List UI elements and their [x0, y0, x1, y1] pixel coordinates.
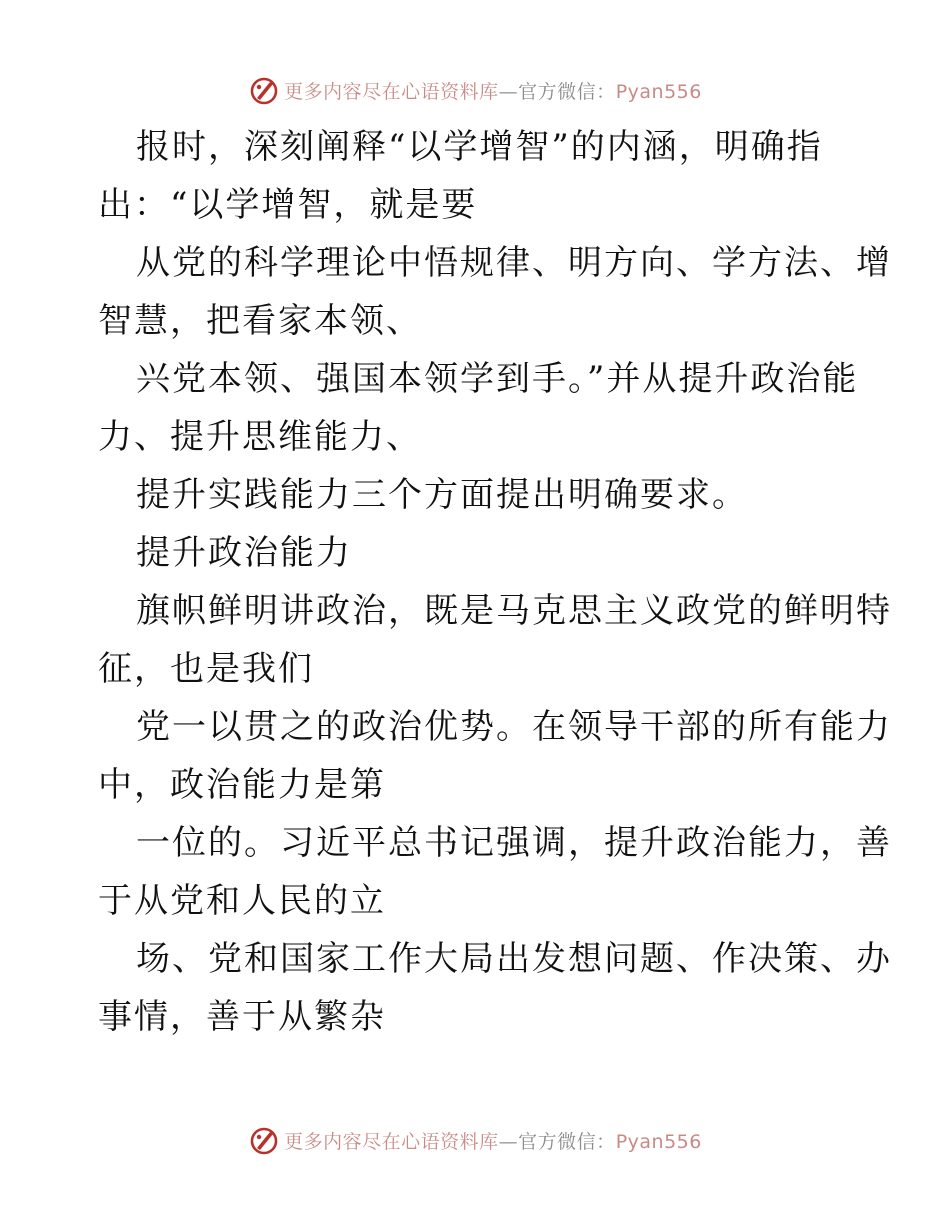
- footer-watermark: [0, 1120, 950, 1160]
- text-line: 场、党和国家工作大局出发想问题、作决策、办: [136, 939, 892, 979]
- text-line: 智慧，把看家本领、: [98, 301, 422, 341]
- text-line: 事情，善于从繁杂: [98, 997, 386, 1037]
- section-heading: 提升政治能力: [136, 533, 352, 573]
- pen-circle-logo-icon: [248, 74, 280, 106]
- watermark-text: 更多内容尽在心语资料库—官方微信：Pyan556: [284, 1130, 702, 1153]
- text-line: 从党的科学理论中悟规律、明方向、学方法、增: [136, 243, 892, 283]
- text-line: 中，政治能力是第: [98, 765, 386, 805]
- text-line: 力、提升思维能力、: [98, 417, 422, 457]
- text-line: 征，也是我们: [98, 649, 314, 689]
- watermark-text: 更多内容尽在心语资料库—官方微信：Pyan556: [284, 80, 702, 103]
- pen-circle-logo-icon: [248, 1124, 280, 1156]
- text-line: 报时，深刻阐释“以学增智”的内涵，明确指: [136, 127, 823, 167]
- text-line: 于从党和人民的立: [98, 881, 386, 921]
- text-line: 提升实践能力三个方面提出明确要求。: [136, 475, 748, 515]
- text-line: 一位的。习近平总书记强调，提升政治能力，善: [136, 823, 892, 863]
- text-line: 兴党本领、强国本领学到手。”并从提升政治能: [136, 359, 859, 399]
- text-line: 旗帜鲜明讲政治，既是马克思主义政党的鲜明特: [136, 591, 892, 631]
- text-line: 党一以贯之的政治优势。在领导干部的所有能力: [136, 707, 892, 747]
- text-line: 出：“以学增智，就是要: [98, 185, 478, 225]
- document-body: [98, 118, 892, 1046]
- header-watermark: [0, 70, 950, 110]
